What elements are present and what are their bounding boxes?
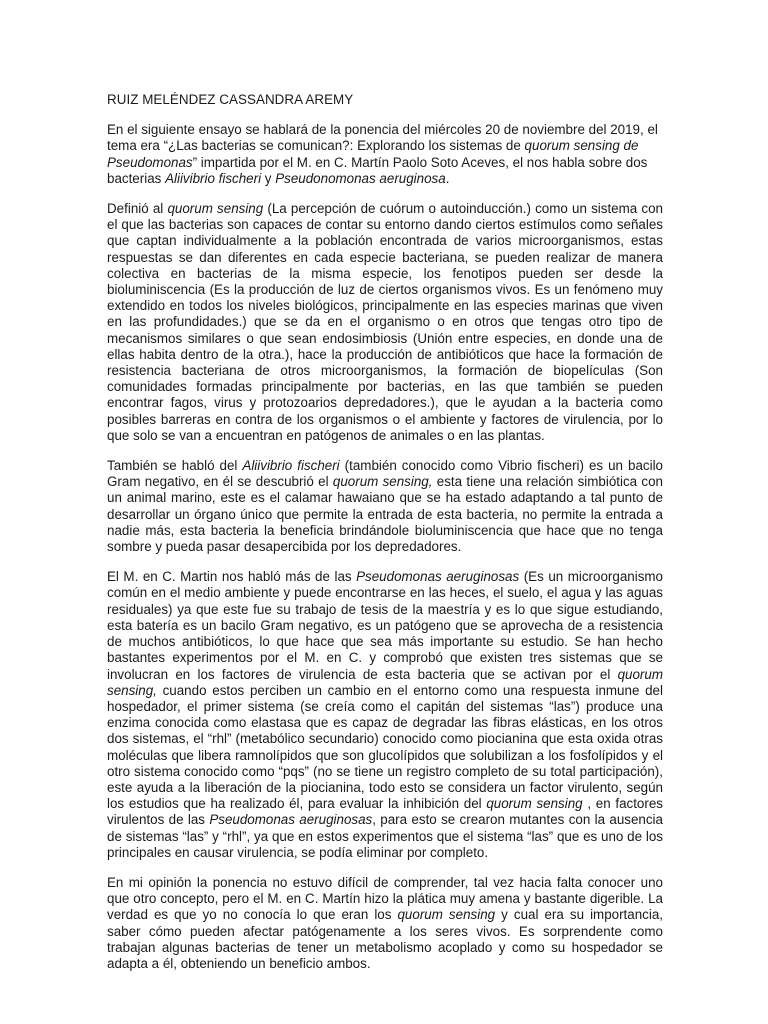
- text-run: y cual era su importancia, saber cómo pueden afectar patógenamente a los seres vivos. Es sorprendente como trabajan algunas bacterias de tener un metabolismo acoplado y como su hospedador se adapta a él, obteniendo un beneficio ambos.: [107, 907, 663, 971]
- author-name: RUIZ MELÉNDEZ CASSANDRA AREMY: [107, 92, 354, 107]
- italic-term: quorum sensing: [397, 907, 496, 923]
- text-run: cuando estos perciben un cambio en el entorno como una respuesta inmune del hospedador, el primer sistema (se creía como el capitán del sistemas “las”) produce una enzima conocida como elastasa que es capaz de degradar las fibras elásticas, en los otros dos sistemas, el “rhl” (metabólico secundario) conocido como piocianina que esta oxida otras moléculas que libera ramnolípidos que son glucolípidos que solubilizan a los fosfolípidos y el otro sistema conocido como “pqs” (no se tiene un registro completo de su total participación), este ayuda a la liberación de la piocianina, todo esto se considera un factor virulento, según los estudios que ha realizado él, para evaluar la inhibición del: [107, 682, 663, 812]
- text-run: ” impartida por el M. en C. Martín Paolo Soto Aceves, el nos habla sobre dos bacterias: [107, 154, 648, 186]
- text-run: (La percepción de cuórum o autoinducción.) como un sistema con el que las bacterias son capaces de contar su entorno dando ciertos estímulos como señales que captan individualmente a la población encontrada de varios microorganismos, estas respuestas se dan diferentes en cada especie bacteriana, se pueden realizar de manera colectiva en bacterias de la misma especie, los fenotipos pueden ser desde la bioluminiscencia (Es la producción de luz de ciertos organismos vivos. Es un fenómeno muy extendido en todos los niveles biológicos, principalmente en las especies marinas que viven en las profundidades.) que se da en el organismo o en otros que tengas otro tipo de mecanismos similares o que sean endosimbiosis (Unión entre especies, en donde una de ellas habita dentro de la otra.), hace la producción de antibióticos que hace la formación de resistencia bacteriana de otros microorganismos, la formación de biopelículas (Son comunidades formadas principalmente por bacterias, en las que también se pueden encontrar fagos, virus y protozoarios depredadores.), que le ayudan a la bacteria como posibles barreras en contra de los organismos o el ambiente y factores de virulencia, por lo que solo se van a encuentran en patógenos de animales o en las plantas.: [107, 201, 663, 443]
- text-run: , para esto se crearon mutantes con la ausencia de sistemas “las” y “rhl”, ya que en estos experimentos que el sistema “las” que es uno de los principales en causar virulencia, se podía eliminar por completo.: [107, 812, 663, 860]
- italic-term: Aliivibrio fischeri: [242, 458, 340, 474]
- text-run: (Es un microorganismo común en el medio ambiente y puede encontrarse en las heces, el suelo, el agua y las aguas residuales) ya que este fue su trabajo de tesis de la maestría y es lo que sigue estudiando, esta batería es un bacilo Gram negativo, es un patógeno que se aprovecha de a resistencia de muchos antibióticos, lo que hace que sea más importante su estudio. Se han hecho bastantes experimentos por el M. en C. y comprobó que existen tres sistemas que se involucran en los factores de virulencia de esta bacteria que se activan por el: [107, 569, 663, 682]
- paragraph-intro: [107, 122, 663, 187]
- text-run: En mi opinión la ponencia no estuvo difícil de comprender, tal vez hacia falta conocer uno que otro concepto, pero el M. en C. Martín hizo la plática muy amena y bastante digerible. La verdad es que yo no conocía lo que eran los: [107, 874, 663, 923]
- italic-term: quorum sensing de Pseudomonas: [107, 138, 639, 170]
- italic-term: quorum sensing,: [107, 666, 663, 698]
- italic-term: quorum sensing,: [332, 474, 433, 490]
- italic-term: quorum sensing: [486, 796, 583, 812]
- text-run: En el siguiente ensayo se hablará de la ponencia del miércoles 20 de noviembre del 2019, el tema era “¿Las bacterias se comunican?: Explorando los sistemas de: [107, 122, 658, 154]
- document-page: [107, 84, 663, 986]
- italic-term: Pseudomonas aeruginosas: [356, 569, 520, 585]
- paragraph-aliivibrio-fischeri: [107, 458, 663, 555]
- text-run: El M. en C. Martin nos habló más de las: [107, 569, 357, 585]
- text-run: También se habló del: [107, 458, 243, 474]
- text-run: Definió al: [107, 201, 168, 217]
- text-run: .: [445, 170, 450, 186]
- text-run: (también conocido como Vibrio fischeri) es un bacilo Gram negativo, en él se descubrió el: [107, 458, 663, 490]
- italic-term: Pseudomonas aeruginosas: [209, 812, 373, 828]
- italic-term: quorum sensing: [167, 201, 264, 217]
- paragraph-quorum-sensing-definition: [107, 201, 663, 444]
- italic-term: Aliivibrio fischeri: [165, 170, 262, 186]
- text-run: esta tiene una relación simbiótica con un animal marino, este es el calamar hawaiano que se ha estado adaptando a tal punto de desarrollar un órgano único que permite la entrada de esta bacteria, no permite la entrada a nadie más, esta bacteria la beneficia brindándole bioluminiscencia que hace que no tenga sombre y pueda pasar desapercibida por los depredadores.: [107, 474, 664, 555]
- paragraph-opinion: [107, 875, 663, 972]
- paragraph-pseudomonas-aeruginosa: [107, 569, 663, 861]
- italic-term: Pseudonomonas aeruginosa: [275, 170, 446, 186]
- text-run: y: [261, 170, 276, 186]
- text-run: , en factores virulentos de las: [107, 796, 663, 828]
